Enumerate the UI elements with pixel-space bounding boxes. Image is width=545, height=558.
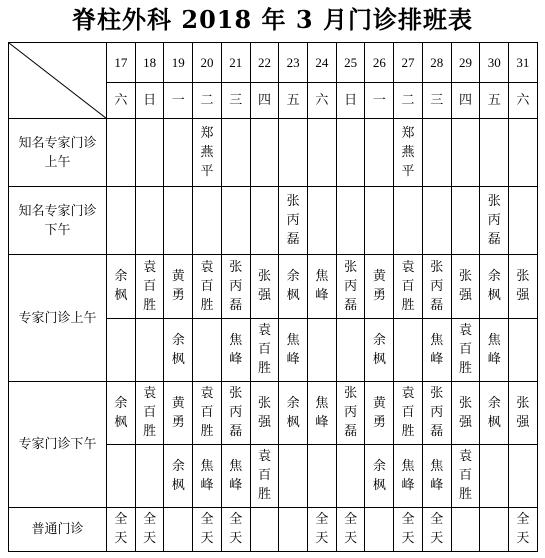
schedule-cell [308,255,337,318]
weekday-label: 六 [509,83,538,119]
day-number: 21 [221,43,250,83]
doctor-name: 焦峰 [430,458,444,493]
schedule-cell [164,318,193,381]
weekday-label: 六 [107,83,136,119]
schedule-cell [135,318,164,381]
schedule-cell [193,444,222,507]
schedule-cell [308,318,337,381]
schedule-cell [422,381,451,444]
doctor-name: 黄勇 [372,395,386,430]
schedule-cell [480,318,509,381]
day-number: 31 [509,43,538,83]
schedule-cell [308,381,337,444]
doctor-name: 郑燕平 [401,126,415,180]
schedule-cell [164,444,193,507]
doctor-name: 张丙磊 [229,386,243,440]
doctor-name: 余枫 [171,332,185,367]
doctor-name: 焦峰 [315,269,329,304]
schedule-cell [336,381,365,444]
table-row [9,381,538,444]
shift-label [9,187,107,255]
day-number: 19 [164,43,193,83]
day-number: 24 [308,43,337,83]
schedule-cell [279,187,308,255]
schedule-cell [107,507,136,551]
doctor-name: 全天 [114,512,128,547]
weekday-label: 二 [193,83,222,119]
schedule-table [8,42,538,552]
schedule-cell [394,444,423,507]
schedule-cell [365,381,394,444]
schedule-cell [221,381,250,444]
shift-label-text: 知名专家门诊下午 [18,203,97,238]
schedule-cell [250,444,279,507]
schedule-cell [394,507,423,551]
table-row [9,507,538,551]
schedule-cell [107,255,136,318]
schedule-cell [135,255,164,318]
doctor-name: 全天 [200,512,214,547]
doctor-name: 黄勇 [171,395,185,430]
schedule-cell [451,318,480,381]
doctor-name: 余枫 [372,332,386,367]
shift-label-text: 专家门诊上午 [18,310,97,326]
doctor-name: 焦峰 [430,332,444,367]
weekday-label: 日 [135,83,164,119]
schedule-cell [193,255,222,318]
doctor-name: 张强 [458,395,472,430]
weekday-label: 三 [422,83,451,119]
schedule-cell [279,381,308,444]
schedule-cell [509,318,538,381]
schedule-cell [394,381,423,444]
schedule-cell [107,119,136,187]
schedule-cell [480,381,509,444]
schedule-cell [164,381,193,444]
schedule-cell [193,119,222,187]
doctor-name: 袁百胜 [401,386,415,440]
doctor-name: 焦峰 [229,332,243,367]
schedule-cell [394,187,423,255]
doctor-name: 张强 [516,269,530,304]
schedule-cell [193,318,222,381]
shift-label-text: 普通门诊 [31,521,84,537]
day-number: 27 [394,43,423,83]
schedule-cell [365,255,394,318]
schedule-cell [336,255,365,318]
doctor-name: 焦峰 [487,332,501,367]
doctor-name: 袁百胜 [401,259,415,313]
schedule-cell [480,187,509,255]
schedule-cell [308,507,337,551]
schedule-cell [221,119,250,187]
day-number: 26 [365,43,394,83]
schedule-cell [422,318,451,381]
schedule-cell [509,119,538,187]
schedule-cell [480,507,509,551]
schedule-cell [394,318,423,381]
schedule-cell [279,318,308,381]
schedule-cell [336,318,365,381]
doctor-name: 张强 [516,395,530,430]
weekday-label: 三 [221,83,250,119]
schedule-cell [451,444,480,507]
schedule-cell [250,507,279,551]
doctor-name: 张强 [257,269,271,304]
doctor-name: 张丙磊 [344,386,358,440]
schedule-cell [480,444,509,507]
header-corner [9,43,107,119]
doctor-name: 张强 [458,269,472,304]
shift-label [9,507,107,551]
doctor-name: 袁百胜 [143,259,157,313]
day-number: 17 [107,43,136,83]
schedule-cell [164,255,193,318]
schedule-cell [193,507,222,551]
schedule-cell [394,119,423,187]
doctor-name: 余枫 [487,395,501,430]
day-number: 28 [422,43,451,83]
doctor-name: 全天 [516,512,530,547]
schedule-cell [221,444,250,507]
schedule-cell [422,444,451,507]
table-row [9,255,538,318]
weekday-label: 四 [250,83,279,119]
schedule-cell [336,507,365,551]
doctor-name: 黄勇 [372,269,386,304]
doctor-name: 余枫 [114,269,128,304]
day-number: 23 [279,43,308,83]
schedule-cell [308,444,337,507]
schedule-cell [221,187,250,255]
doctor-name: 余枫 [372,458,386,493]
day-number: 22 [250,43,279,83]
doctor-name: 张丙磊 [344,259,358,313]
shift-label [9,255,107,381]
schedule-cell [221,255,250,318]
doctor-name: 全天 [143,512,157,547]
schedule-cell [451,507,480,551]
doctor-name: 郑燕平 [200,126,214,180]
schedule-cell [509,381,538,444]
schedule-cell [279,255,308,318]
weekday-label: 五 [279,83,308,119]
schedule-cell [394,255,423,318]
page-title: 脊柱外科 2018 年 3 月门诊排班表 [72,5,473,34]
doctor-name: 袁百胜 [200,259,214,313]
schedule-cell [250,119,279,187]
schedule-cell [135,119,164,187]
doctor-name: 袁百胜 [458,323,472,377]
schedule-cell [480,255,509,318]
schedule-cell [509,444,538,507]
schedule-cell [336,187,365,255]
doctor-name: 张丙磊 [487,194,501,248]
schedule-cell [451,119,480,187]
doctor-name: 黄勇 [171,269,185,304]
doctor-name: 全天 [430,512,444,547]
schedule-cell [365,119,394,187]
schedule-cell [365,507,394,551]
doctor-name: 袁百胜 [257,323,271,377]
schedule-cell [164,507,193,551]
day-number: 30 [480,43,509,83]
doctor-name: 全天 [344,512,358,547]
schedule-cell [279,444,308,507]
schedule-cell [509,255,538,318]
schedule-cell [221,318,250,381]
doctor-name: 余枫 [286,269,300,304]
schedule-cell [107,381,136,444]
schedule-cell [336,119,365,187]
schedule-cell [107,444,136,507]
table-row [9,187,538,255]
schedule-cell [422,119,451,187]
schedule-cell [509,187,538,255]
schedule-cell [422,255,451,318]
schedule-cell [365,187,394,255]
shift-label [9,381,107,507]
doctor-name: 余枫 [286,395,300,430]
doctor-name: 焦峰 [200,458,214,493]
doctor-name: 余枫 [114,395,128,430]
schedule-cell [221,507,250,551]
table-row [9,119,538,187]
doctor-name: 焦峰 [229,458,243,493]
doctor-name: 全天 [229,512,243,547]
shift-label [9,119,107,187]
doctor-name: 焦峰 [315,395,329,430]
schedule-cell [250,187,279,255]
schedule-cell [135,187,164,255]
doctor-name: 焦峰 [401,458,415,493]
schedule-cell [135,507,164,551]
schedule-cell [365,444,394,507]
schedule-cell [250,381,279,444]
day-number: 25 [336,43,365,83]
day-number: 29 [451,43,480,83]
doctor-name: 袁百胜 [257,449,271,503]
schedule-cell [308,119,337,187]
doctor-name: 袁百胜 [200,386,214,440]
schedule-cell [509,507,538,551]
doctor-name: 全天 [401,512,415,547]
schedule-cell [135,444,164,507]
shift-label-text: 知名专家门诊上午 [18,135,97,170]
doctor-name: 袁百胜 [458,449,472,503]
schedule-cell [365,318,394,381]
weekday-label: 日 [336,83,365,119]
schedule-cell [308,187,337,255]
schedule-cell [164,119,193,187]
day-number: 20 [193,43,222,83]
schedule-cell [480,119,509,187]
schedule-cell [107,318,136,381]
schedule-cell [422,187,451,255]
weekday-label: 四 [451,83,480,119]
weekday-label: 五 [480,83,509,119]
schedule-cell [193,187,222,255]
schedule-cell [451,381,480,444]
doctor-name: 张丙磊 [430,259,444,313]
schedule-cell [135,381,164,444]
schedule-cell [250,255,279,318]
day-number: 18 [135,43,164,83]
diagonal-line-icon [9,43,106,118]
weekday-label: 一 [164,83,193,119]
weekday-label: 一 [365,83,394,119]
doctor-name: 张丙磊 [430,386,444,440]
doctor-name: 袁百胜 [143,386,157,440]
schedule-cell [279,119,308,187]
schedule-cell [451,187,480,255]
doctor-name: 余枫 [487,269,501,304]
weekday-label: 二 [394,83,423,119]
schedule-cell [422,507,451,551]
doctor-name: 张丙磊 [286,194,300,248]
schedule-cell [164,187,193,255]
schedule-cell [193,381,222,444]
doctor-name: 张强 [257,395,271,430]
doctor-name: 焦峰 [286,332,300,367]
doctor-name: 张丙磊 [229,259,243,313]
schedule-cell [451,255,480,318]
doctor-name: 全天 [315,512,329,547]
weekday-label: 六 [308,83,337,119]
schedule-cell [107,187,136,255]
schedule-cell [336,444,365,507]
schedule-cell [250,318,279,381]
shift-label-text: 专家门诊下午 [18,436,97,452]
schedule-cell [279,507,308,551]
doctor-name: 余枫 [171,458,185,493]
